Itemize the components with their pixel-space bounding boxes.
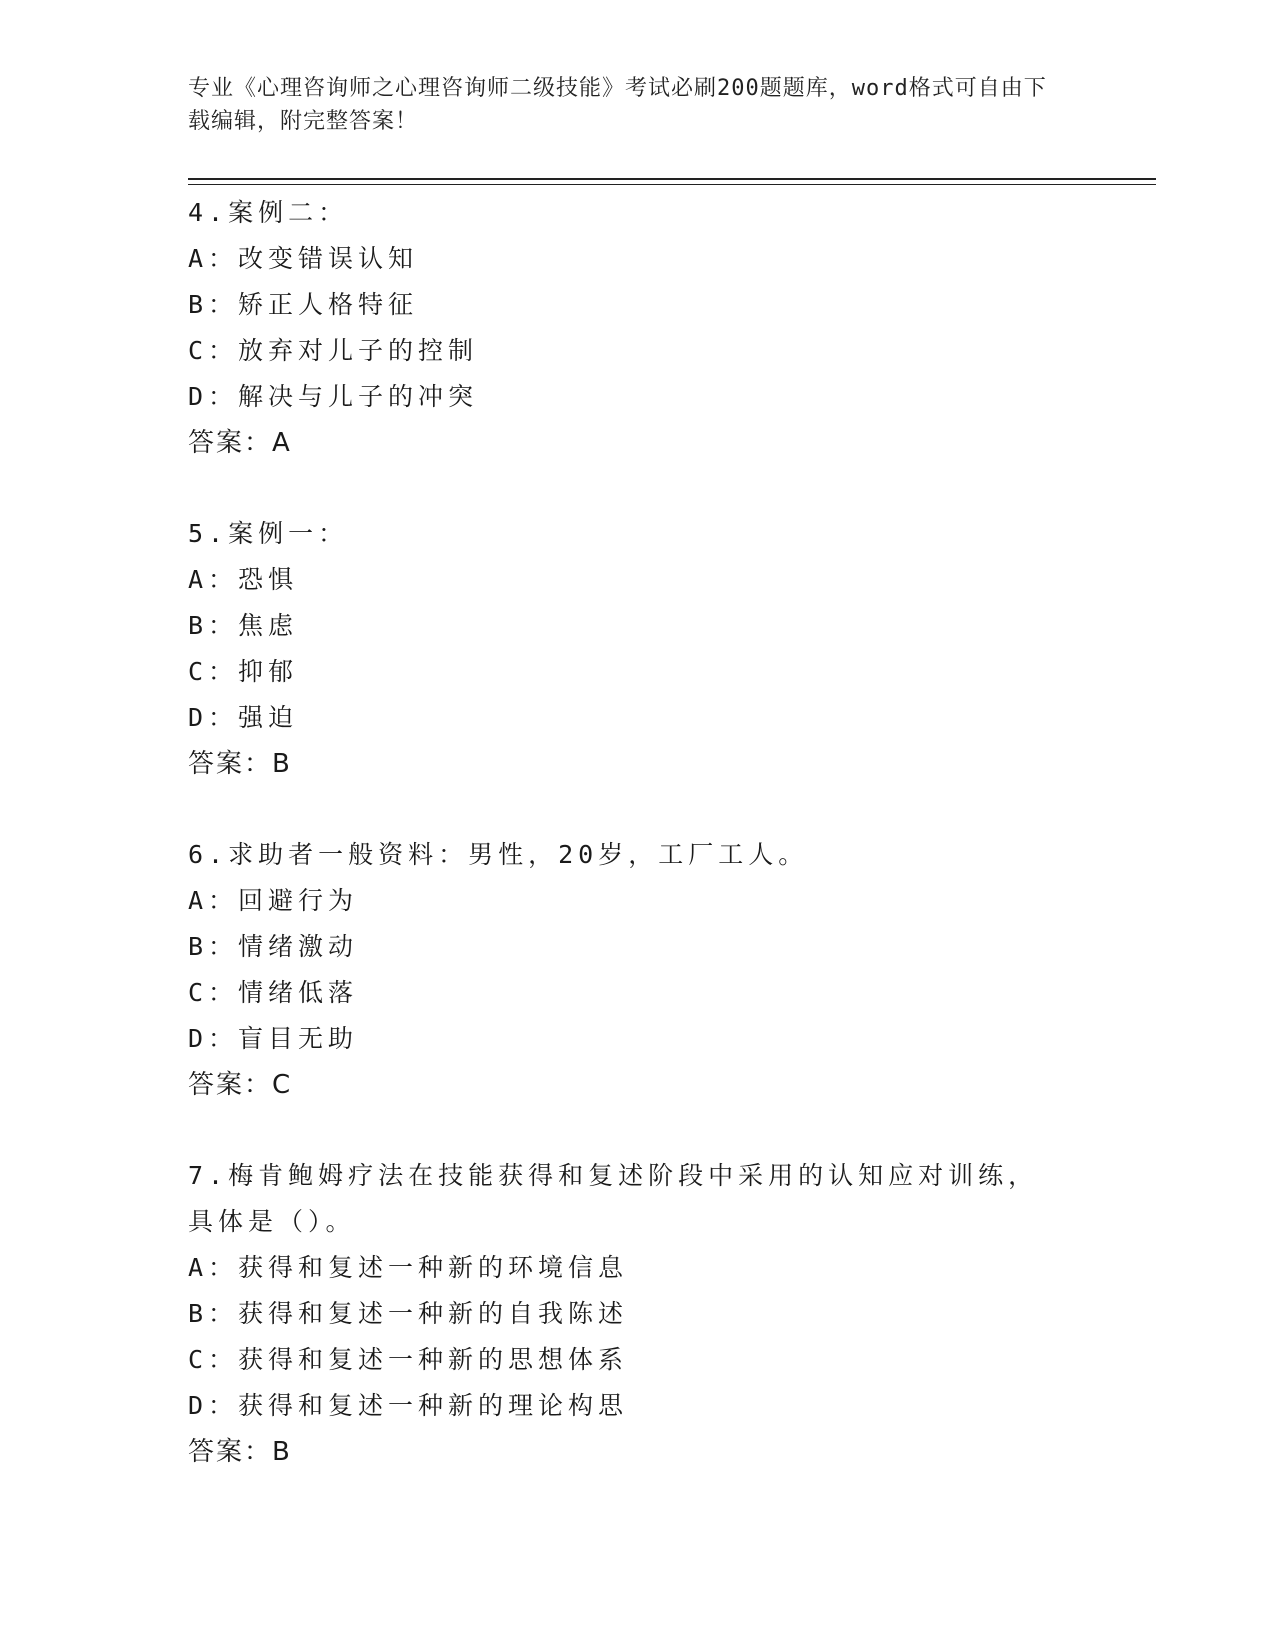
header-divider-thick [188,178,1156,180]
question-stem: 4.案例二： [188,198,349,227]
question-gap [188,787,1088,832]
option-a: A：获得和复述一种新的环境信息 [188,1253,629,1282]
question-stem: 6.求助者一般资料：男性，20岁，工厂工人。 [188,840,809,869]
option-d: D：强迫 [188,703,299,732]
option-c: C：情绪低落 [188,978,359,1007]
option-c: C：抑郁 [188,657,299,686]
question-6 [188,832,1088,1108]
option-b: B：情绪激动 [188,932,359,961]
answer: 答案：B [188,749,292,779]
question-4 [188,190,1088,466]
question-7 [188,1153,1088,1475]
question-stem: 5.案例一： [188,519,349,548]
question-gap [188,1108,1088,1153]
question-5 [188,511,1088,787]
option-d: D：盲目无助 [188,1024,359,1053]
option-b: B：焦虑 [188,611,299,640]
option-a: A：改变错误认知 [188,244,419,273]
question-stem: 7.梅肯鲍姆疗法在技能获得和复述阶段中采用的认知应对训练，具体是（）。 [188,1161,1039,1236]
header-divider-thin [188,184,1156,185]
answer: 答案：A [188,428,292,458]
answer: 答案：C [188,1070,293,1100]
option-a: A：回避行为 [188,886,359,915]
question-list [188,190,1088,1475]
option-d: D：获得和复述一种新的理论构思 [188,1391,629,1420]
option-b: B：矫正人格特征 [188,290,419,319]
option-b: B：获得和复述一种新的自我陈述 [188,1299,629,1328]
option-a: A：恐惧 [188,565,299,594]
option-d: D：解决与儿子的冲突 [188,382,479,411]
answer: 答案：B [188,1437,292,1467]
question-gap [188,466,1088,511]
document-header: 专业《心理咨询师之心理咨询师二级技能》考试必刷200题题库，word格式可自由下载编辑，附完整答案！ [188,76,1047,134]
option-c: C：放弃对儿子的控制 [188,336,479,365]
option-c: C：获得和复述一种新的思想体系 [188,1345,629,1374]
